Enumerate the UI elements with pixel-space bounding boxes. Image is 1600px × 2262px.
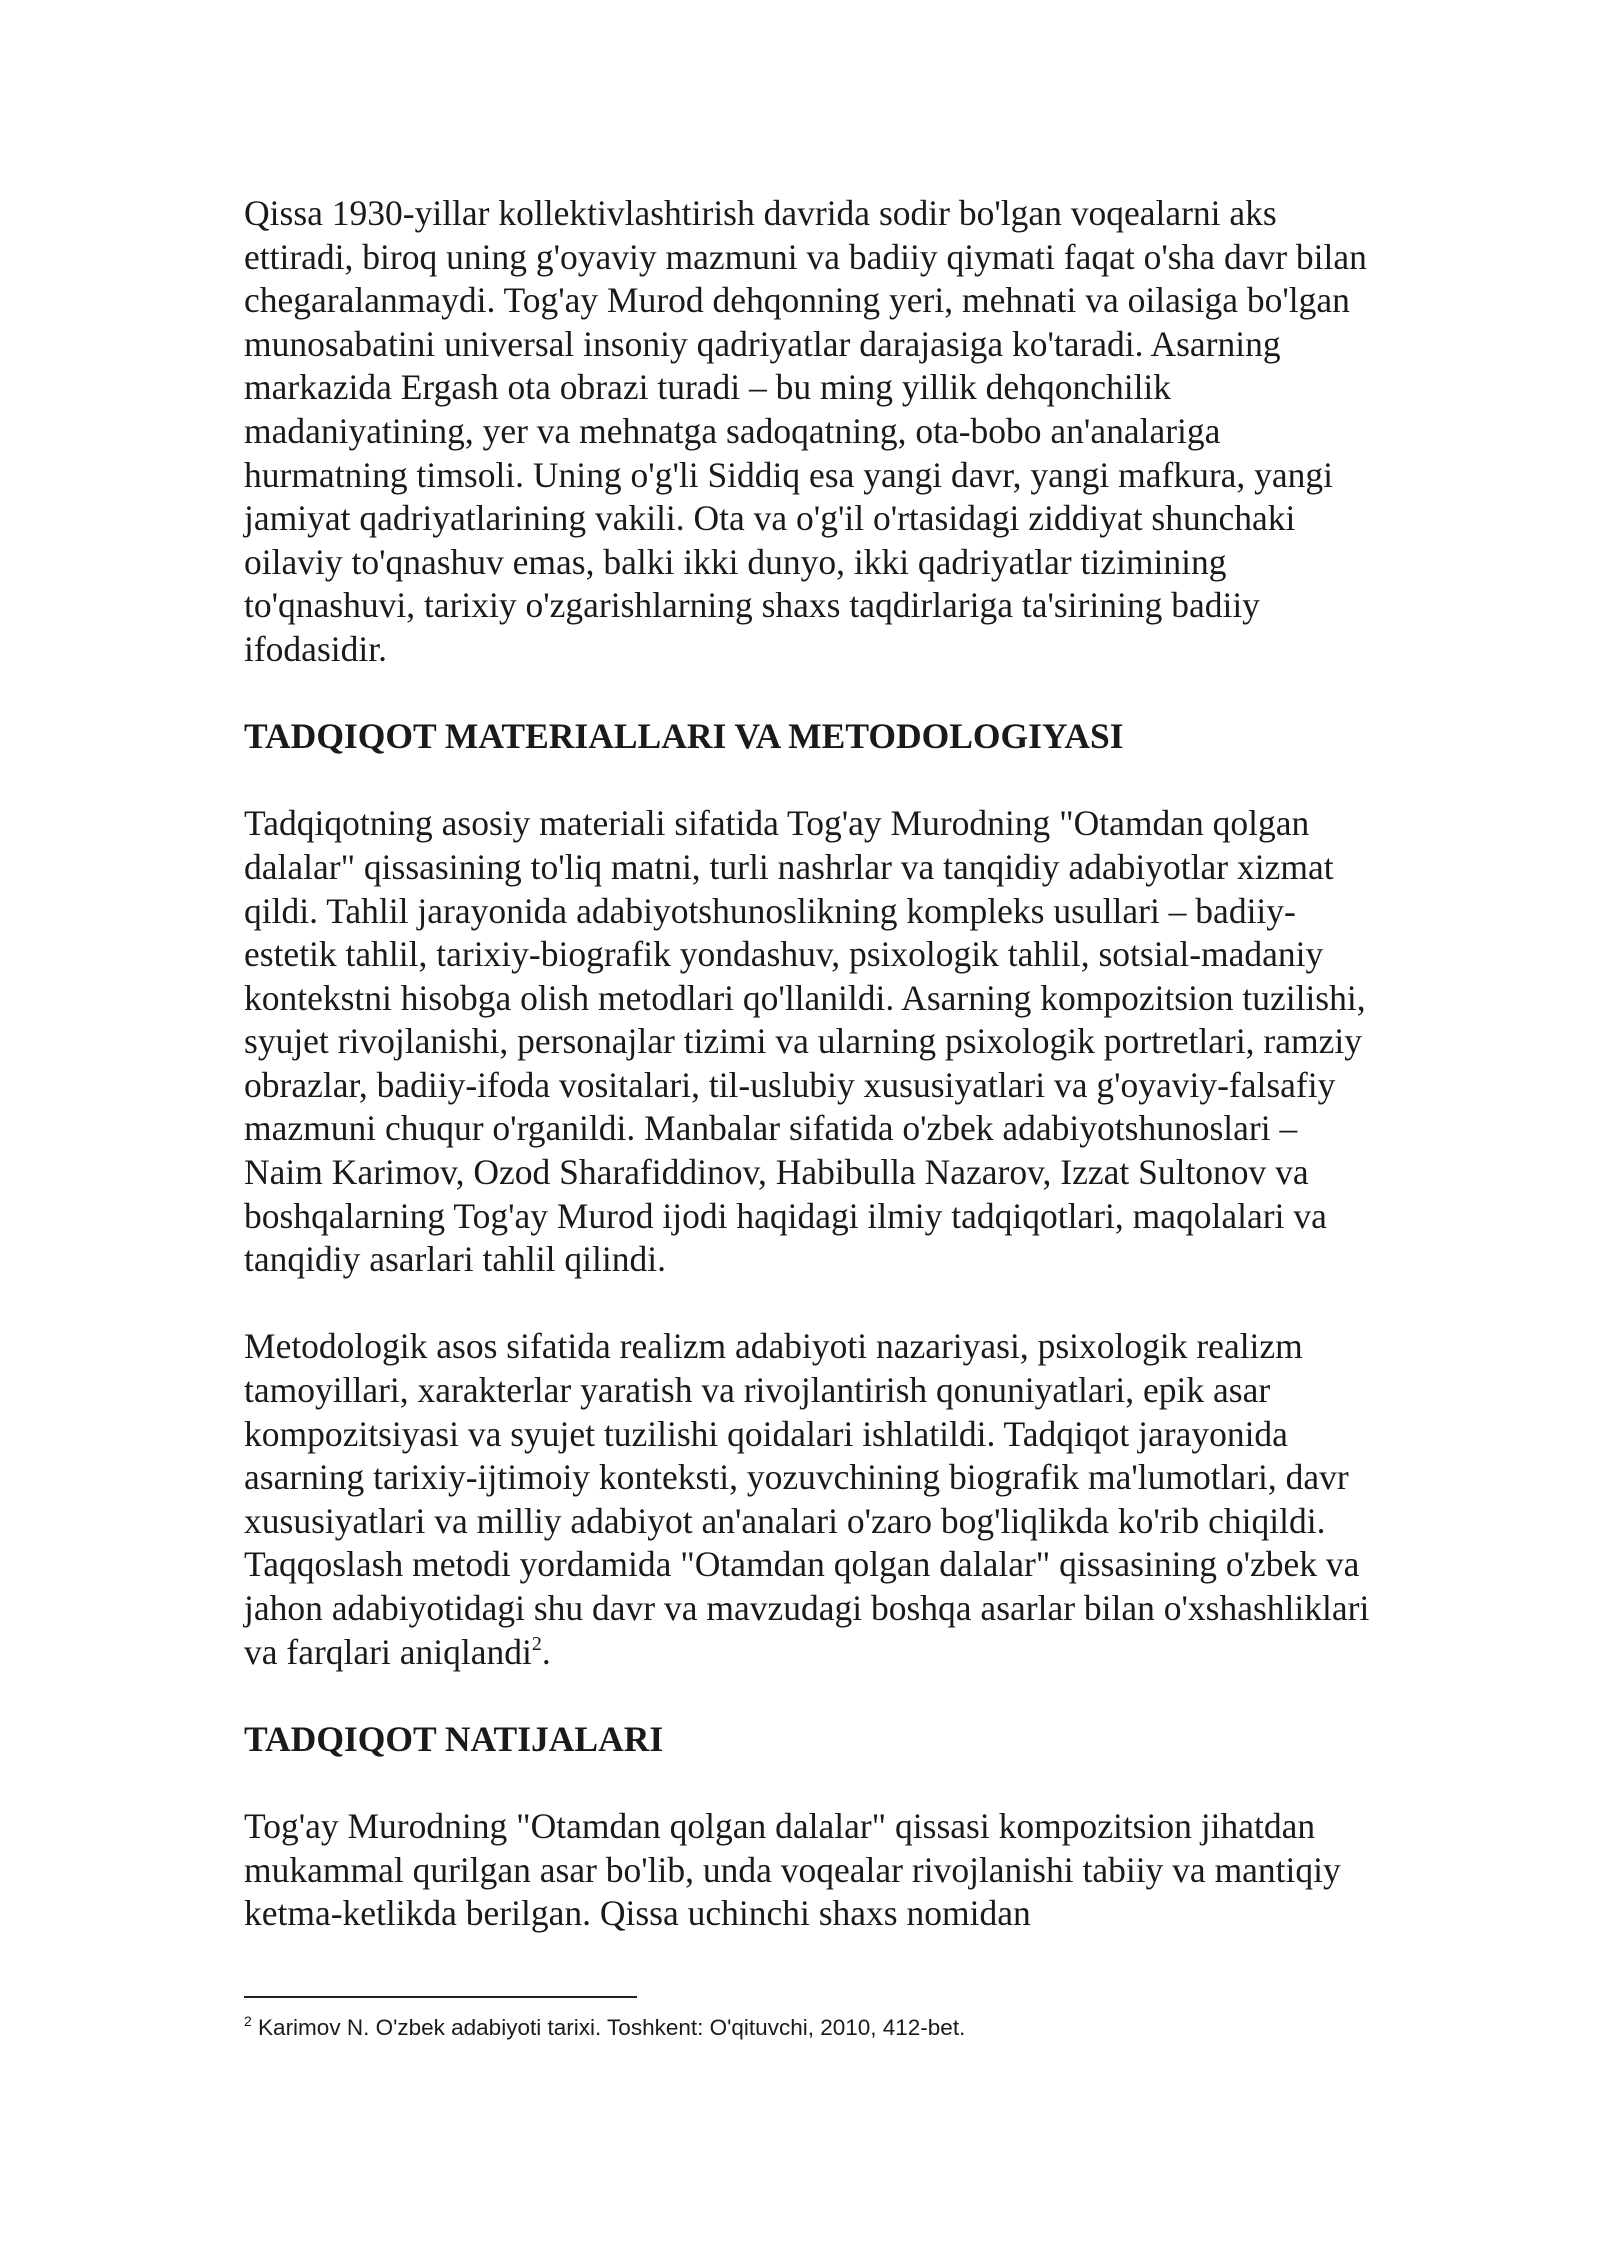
paragraph-method-text: Metodologik asos sifatida realizm adabiyoti nazariyasi, psixologik realizm tamoyillari, xarakterlar yaratish va rivojlantirish qonuniyatlari, epik asar kompozitsiyasi va syujet tuzilishi qoidalari ishlatildi. Tadqiqot jarayonida asarning tarixiy-ijtimoiy konteksti, yozuvchining biografik ma'lumotlari, davr xususiyatlari va milliy adabiyot an'analari o'zaro bog'liqlikda ko'rib chiqildi. Taqqoslash metodi yordamida "Otamdan qolgan dalalar" qissasining o'zbek va jahon adabiyotidagi shu davr va mavzudagi boshqa asarlar bilan o'xshashliklari va farqlari aniqlandi [244, 1326, 1370, 1672]
spacer [244, 759, 1374, 803]
footnote-reference[interactable]: 2 [531, 1632, 542, 1655]
paragraph-method-end: . [541, 1631, 551, 1672]
document-page [244, 192, 1374, 1936]
footnote-text: Karimov N. O'zbek adabiyoti tarixi. Toshkent: O'qituvchi, 2010, 412-bet. [251, 2015, 966, 2040]
heading-results: TADQIQOT NATIJALARI [244, 1718, 664, 1759]
paragraph-intro: Qissa 1930-yillar kollektivlashtirish davrida sodir bo'lgan voqealarni aks ettiradi, biroq uning g'oyaviy mazmuni va badiiy qiymati faqat o'sha davr bilan chegaralanmaydi. Tog'ay Murod dehqonning yeri, mehnati va oilasiga bo'lgan munosabatini universal insoniy qadriyatlar darajasiga ko'taradi. Asarning markazida Ergash ota obrazi turadi – bu ming yillik dehqonchilik madaniyatining, yer va mehnatga sadoqatning, ota-bobo an'analariga hurmatning timsoli. Uning o'g'li Siddiq esa yangi davr, yangi mafkura, yangi jamiyat qadriyatlarining vakili. Ota va o'g'il o'rtasidagi ziddiyat shunchaki oilaviy to'qnashuv emas, balki ikki dunyo, ikki qadriyatlar tizimining to'qnashuvi, tarixiy o'zgarishlarning shaxs taqdirlariga ta'sirining badiiy ifodasidir. [244, 193, 1367, 669]
paragraph-materials: Tadqiqotning asosiy materiali sifatida Tog'ay Murodning "Otamdan qolgan dalalar" qissasining to'liq matni, turli nashrlar va tanqidiy adabiyotlar xizmat qildi. Tahlil jarayonida adabiyotshunoslikning kompleks usullari – badiiy-estetik tahlil, tarixiy-biografik yondashuv, psixologik tahlil, sotsial-madaniy kontekstni hisobga olish metodlari qo'llanildi. Asarning kompozitsion tuzilishi, syujet rivojlanishi, personajlar tizimi va ularning psixologik portretlari, ramziy obrazlar, badiiy-ifoda vositalari, til-uslubiy xususiyatlari va g'oyaviy-falsafiy mazmuni chuqur o'rganildi. Manbalar sifatida o'zbek adabiyotshunoslari – Naim Karimov, Ozod Sharafiddinov, Habibulla Nazarov, Izzat Sultonov va boshqalarning Tog'ay Murod ijodi haqidagi ilmiy tadqiqotlari, maqolalari va tanqidiy asarlari tahlil qilindi. [244, 803, 1366, 1280]
spacer [244, 1674, 1374, 1718]
spacer [244, 672, 1374, 716]
spacer [244, 1282, 1374, 1326]
heading-methodology: TADQIQOT MATERIALLARI VA METODOLOGIYASI [244, 716, 1124, 757]
spacer [244, 1761, 1374, 1805]
footnote-separator [244, 1996, 637, 1998]
paragraph-method [244, 1325, 1374, 1674]
paragraph-results: Tog'ay Murodning "Otamdan qolgan dalalar" qissasi kompozitsion jihatdan mukammal qurilgan asar bo'lib, unda voqealar rivojlanishi tabiiy va mantiqiy ketma-ketlikda berilgan. Qissa uchinchi shaxs nomidan [244, 1805, 1341, 1934]
footnote [244, 2014, 1374, 2042]
footnote-number: 2 [244, 2013, 252, 2029]
